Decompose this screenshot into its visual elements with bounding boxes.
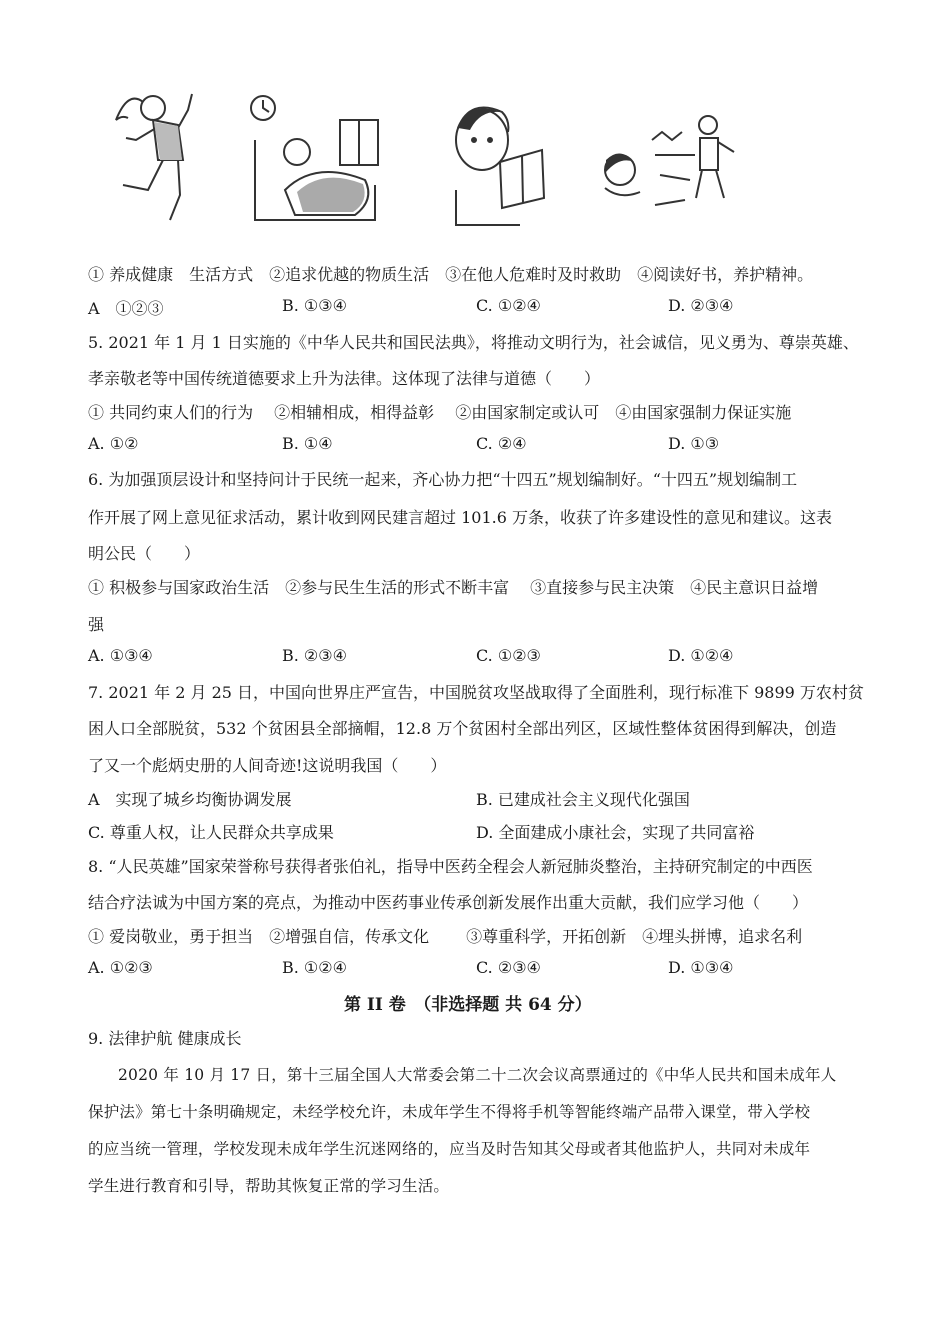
q7-option-a[interactable]: A 实现了城乡均衡协调发展 — [88, 790, 292, 809]
q4-option-c[interactable]: C. ①②④ — [476, 296, 541, 315]
q9-passage-line-1: 2020 年 10 月 17 日，第十三届全国人大常委会第二十二次会议高票通过的《中华人民共和国未成年人 — [118, 1066, 837, 1084]
q6-option-b[interactable]: B. ②③④ — [282, 646, 347, 665]
q9-passage-line-2: 保护法》第七十条明确规定，未经学校允许，未成年学生不得将手机等智能终端产品带入课堂，带入学校 — [88, 1103, 811, 1121]
q6-statements-line-2: 强 — [88, 615, 105, 634]
q7-option-b[interactable]: B. 已建成社会主义现代化强国 — [476, 790, 690, 809]
q4-option-b[interactable]: B. ①③④ — [282, 296, 347, 315]
illustration-helping-scene — [600, 80, 745, 230]
q6-stem-line-1: 6. 为加强顶层设计和坚持问计于民统一起来，齐心协力把“十四五”规划编制好。“十四五”规划编制工 — [88, 470, 798, 489]
q8-option-b[interactable]: B. ①②④ — [282, 958, 347, 977]
illustration-girl-running — [108, 80, 208, 230]
q7-stem-line-3: 了又一个彪炳史册的人间奇迹!这说明我国（ ） — [88, 756, 447, 775]
q8-statements: ① 爱岗敬业，勇于担当 ②增强自信，传承文化 ③尊重科学，开拓创新 ④埋头拼博，追求名利 — [88, 927, 803, 946]
q4-option-d[interactable]: D. ②③④ — [668, 296, 734, 315]
q8-option-a[interactable]: A. ①②③ — [88, 958, 153, 977]
q4-statements: ① 养成健康 生活方式 ②追求优越的物质生活 ③在他人危难时及时救助 ④阅读好书，养护精神。 — [88, 265, 814, 284]
q5-option-c[interactable]: C. ②④ — [476, 434, 527, 453]
q9-passage-line-3: 的应当统一管理，学校发现未成年学生沉迷网络的，应当及时告知其父母或者其他监护人，共同对未成年 — [88, 1140, 811, 1158]
q4-option-a[interactable]: A ①②③ — [88, 299, 164, 318]
illustration-boy-sleeping — [245, 80, 385, 230]
q6-option-c[interactable]: C. ①②③ — [476, 646, 541, 665]
q5-option-b[interactable]: B. ①④ — [282, 434, 333, 453]
q7-stem-line-2: 困人口全部脱贫，532 个贫困县全部摘帽，12.8 万个贫困村全部出列区，区域性整体贫困得到解决，创造 — [88, 719, 837, 738]
q9-passage-line-4: 学生进行教育和引导，帮助其恢复正常的学习生活。 — [88, 1177, 450, 1195]
q8-stem-line-1: 8. “人民英雄”国家荣誉称号获得者张伯礼，指导中医药全程会人新冠肺炎整治，主持研究制定的中西医 — [88, 857, 813, 876]
q7-stem-line-1: 7. 2021 年 2 月 25 日，中国向世界庄严宣告，中国脱贫攻坚战取得了全面胜利，现行标准下 9899 万农村贫 — [88, 683, 864, 702]
q5-stem-line-2: 孝亲敬老等中国传统道德要求上升为法律。这体现了法律与道德（ ） — [88, 369, 601, 388]
q7-option-d[interactable]: D. 全面建成小康社会，实现了共同富裕 — [476, 823, 755, 842]
q8-stem-line-2: 结合疗法诚为中国方案的亮点，为推动中医药事业传承创新发展作出重大贡献，我们应学习他（ ） — [88, 893, 809, 912]
q7-option-c[interactable]: C. 尊重人权，让人民群众共享成果 — [88, 823, 334, 842]
q5-statements: ① 共同约束人们的行为 ②相辅相成，相得益彰 ②由国家制定或认可 ④由国家强制力保证实施 — [88, 403, 792, 422]
q6-stem-line-2: 作开展了网上意见征求活动，累计收到网民建言超过 101.6 万条，收获了许多建设性的意见和建议。这表 — [88, 508, 832, 527]
q9-heading: 9. 法律护航 健康成长 — [88, 1029, 242, 1048]
illustration-boy-reading — [450, 80, 550, 230]
section-2-title: 第 II 卷 （非选择题 共 64 分） — [344, 995, 592, 1015]
q8-option-c[interactable]: C. ②③④ — [476, 958, 541, 977]
q6-option-d[interactable]: D. ①②④ — [668, 646, 734, 665]
q5-stem-line-1: 5. 2021 年 1 月 1 日实施的《中华人民共和国民法典》，将推动文明行为，社会诚信，见义勇为、尊崇英雄、 — [88, 333, 859, 352]
q6-stem-line-3: 明公民（ ） — [88, 544, 201, 563]
q6-option-a[interactable]: A. ①③④ — [88, 646, 153, 665]
q5-option-a[interactable]: A. ①② — [88, 434, 139, 453]
q5-option-d[interactable]: D. ①③ — [668, 434, 720, 453]
q8-option-d[interactable]: D. ①③④ — [668, 958, 734, 977]
q6-statements-line-1: ① 积极参与国家政治生活 ②参与民生生活的形式不断丰富 ③直接参与民主决策 ④民主意识日益增 — [88, 578, 819, 597]
